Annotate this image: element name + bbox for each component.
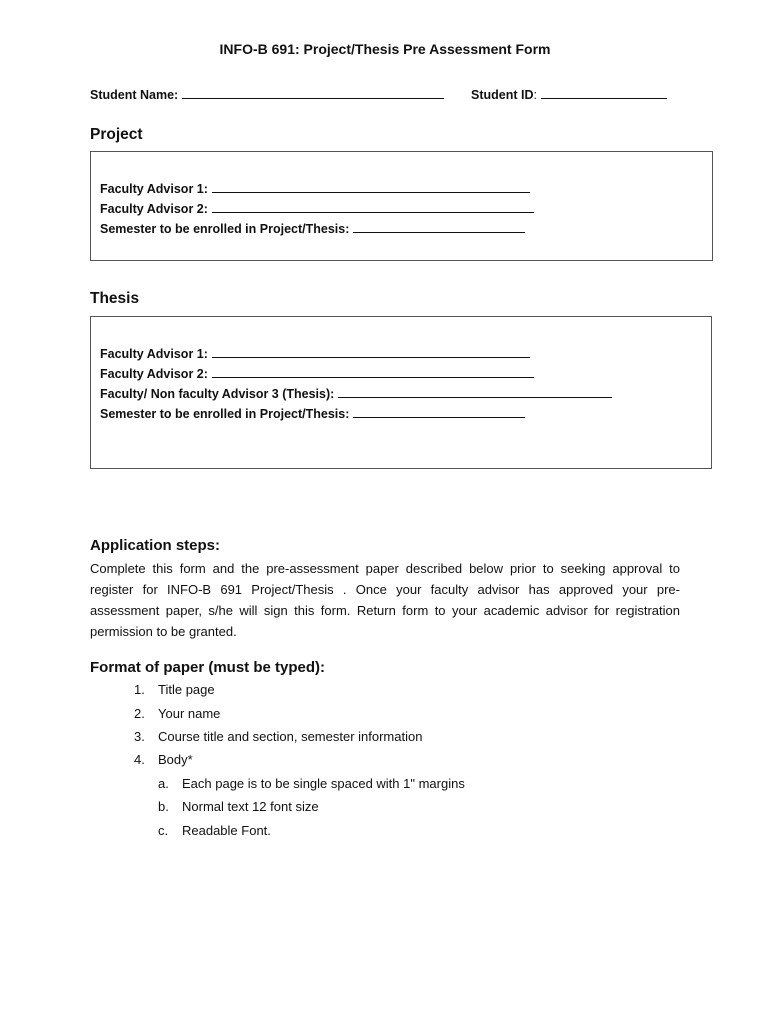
application-line-2: register for INFO-B 691 Project/Thesis . Once your faculty advisor has approved your pre- (90, 582, 680, 597)
thesis-advisor-3-label: Faculty/ Non faculty Advisor 3 (Thesis): (100, 387, 335, 401)
list-marker: b. (158, 799, 169, 814)
student-id-blank[interactable] (541, 86, 667, 99)
list-text: Normal text 12 font size (182, 799, 319, 814)
thesis-semester-row (100, 405, 525, 421)
application-line-1: Complete this form and the pre-assessment paper described below prior to seeking approval to (90, 561, 680, 576)
student-id-row (471, 86, 667, 102)
thesis-advisor-2-row (100, 365, 534, 381)
list-item (134, 729, 422, 744)
application-line-3: assessment paper, s/he will sign this form. Return form to your academic advisor for registration (90, 603, 680, 618)
page-title: INFO-B 691: Project/Thesis Pre Assessment Form (219, 41, 551, 57)
project-box (90, 151, 713, 261)
list-marker: 2. (134, 706, 145, 721)
thesis-advisor-3-row (100, 385, 612, 401)
thesis-advisor-1-row (100, 345, 530, 361)
thesis-box (90, 316, 712, 469)
thesis-advisor-1-label: Faculty Advisor 1: (100, 347, 208, 361)
sub-list-item (158, 776, 465, 791)
project-advisor-2-label: Faculty Advisor 2: (100, 202, 208, 216)
list-marker: 4. (134, 752, 145, 767)
thesis-semester-label: Semester to be enrolled in Project/Thesis: (100, 407, 350, 421)
application-steps-paragraph (90, 558, 680, 642)
thesis-advisor-1-blank[interactable] (212, 345, 530, 358)
thesis-semester-blank[interactable] (353, 405, 525, 418)
list-text: Each page is to be single spaced with 1" margins (182, 776, 465, 791)
list-text: Readable Font. (182, 823, 271, 838)
project-semester-label: Semester to be enrolled in Project/Thesis: (100, 222, 350, 236)
project-semester-row (100, 220, 525, 236)
project-advisor-2-blank[interactable] (212, 200, 534, 213)
list-marker: c. (158, 823, 169, 838)
list-item (134, 752, 193, 767)
application-steps-heading: Application steps: (90, 537, 221, 554)
student-id-colon: : (533, 88, 537, 102)
project-semester-blank[interactable] (353, 220, 525, 233)
student-name-row (90, 86, 444, 102)
project-heading: Project (90, 126, 143, 143)
thesis-advisor-3-blank[interactable] (338, 385, 612, 398)
project-advisor-2-row (100, 200, 534, 216)
student-name-blank[interactable] (182, 86, 444, 99)
format-heading: Format of paper (must be typed): (90, 659, 326, 676)
sub-list-item (158, 823, 271, 838)
thesis-advisor-2-blank[interactable] (212, 365, 534, 378)
list-text: Course title and section, semester information (158, 729, 423, 744)
project-advisor-1-blank[interactable] (212, 180, 530, 193)
student-id-label: Student ID (471, 88, 534, 102)
thesis-heading: Thesis (90, 290, 140, 307)
list-item (134, 682, 215, 697)
application-line-4: permission to be granted. (90, 624, 237, 639)
project-advisor-1-label: Faculty Advisor 1: (100, 182, 208, 196)
student-name-label: Student Name: (90, 88, 179, 102)
list-marker: 1. (134, 682, 145, 697)
list-text: Your name (158, 706, 221, 721)
list-text: Body* (158, 752, 193, 767)
project-advisor-1-row (100, 180, 530, 196)
sub-list-item (158, 799, 319, 814)
list-marker: 3. (134, 729, 145, 744)
list-text: Title page (158, 682, 215, 697)
list-item (134, 706, 220, 721)
thesis-advisor-2-label: Faculty Advisor 2: (100, 367, 208, 381)
list-marker: a. (158, 776, 169, 791)
